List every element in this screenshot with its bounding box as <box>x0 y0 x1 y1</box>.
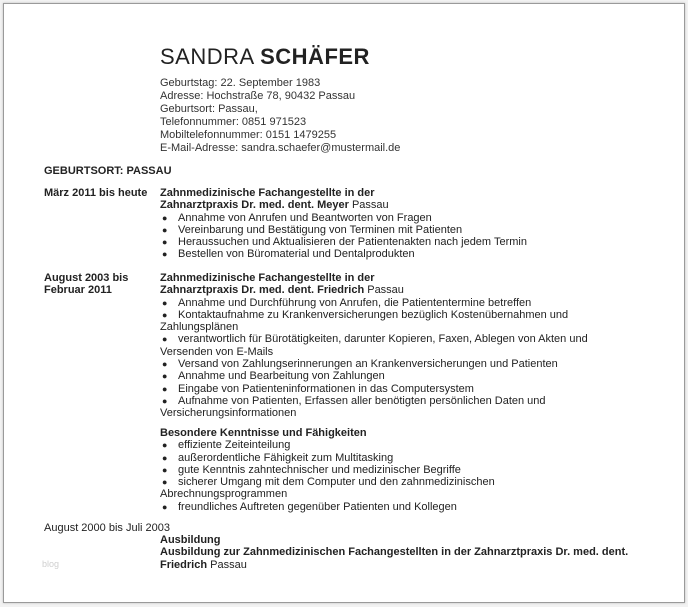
phone-line: Telefonnummer: 0851 971523 <box>160 116 307 128</box>
list-item: ● Kontaktaufnahme zu Krankenversicherungen bezüglich Kostenübernahmen und <box>160 309 630 321</box>
list-item: ● effiziente Zeiteinteilung <box>160 439 630 451</box>
list-item: ● Versand von Zahlungserinnerungen an Krankenversicherungen und Patienten <box>160 358 630 370</box>
list-item: ● Vereinbarung und Bestätigung von Terminen mit Patienten <box>160 224 630 236</box>
email-line: E-Mail-Adresse: sandra.schaefer@mustermail.de <box>160 142 401 154</box>
entry-2-date <box>44 272 128 297</box>
skills-list <box>160 439 630 513</box>
mobile-line: Mobiltelefonnummer: 0151 1479255 <box>160 129 337 141</box>
list-item-continuation <box>160 346 630 358</box>
list-item: ● Annahme von Anrufen und Beantworten von Fragen <box>160 212 630 224</box>
entry-1-duties <box>160 212 630 261</box>
list-item: ● Annahme und Durchführung von Anrufen, die Patiententermine betreffen <box>160 297 630 309</box>
contact-block <box>160 77 400 155</box>
birthday-line: Geburtstag: 22. September 1983 <box>160 77 321 89</box>
entry-2-employer: Zahnarztpraxis Dr. med. dent. Friedrich <box>160 284 365 297</box>
education-content <box>160 534 630 571</box>
entry-2-title-line1: Zahnmedizinische Fachangestellte in der <box>160 272 375 284</box>
continuation-text: Versicherungsinformationen <box>160 407 297 420</box>
skills-title: Besondere Kenntnisse und Fähigkeiten <box>160 427 367 439</box>
education-heading: Ausbildung <box>160 534 221 546</box>
list-item: ● Aufnahme von Patienten, Erfassen aller benötigten persönlichen Daten und <box>160 395 630 407</box>
address-line: Adresse: Hochstraße 78, 90432 Passau <box>160 90 356 102</box>
list-item-continuation <box>160 488 630 500</box>
watermark: blog <box>42 559 60 569</box>
entry-2-content <box>160 272 630 420</box>
education-date: August 2000 bis Juli 2003 <box>44 522 170 534</box>
list-item-continuation <box>160 321 630 333</box>
continuation-text: Zahlungsplänen <box>160 321 239 334</box>
entry-2-date-line1: August 2003 bis <box>44 272 129 284</box>
entry-2-duties <box>160 297 630 420</box>
list-item: ● freundliches Auftreten gegenüber Patienten und Kollegen <box>160 501 630 513</box>
entry-1-content <box>160 187 630 261</box>
section-title: GEBURTSORT: PASSAU <box>44 165 172 177</box>
list-item: ● Bestellen von Büromaterial und Dentalprodukten <box>160 248 630 260</box>
list-item: ● gute Kenntnis zahntechnischer und medizinischer Begriffe <box>160 464 630 476</box>
list-item: ● Eingabe von Patienteninformationen in das Computersystem <box>160 383 630 395</box>
last-name: SCHÄFER <box>260 44 370 69</box>
list-item: ● Annahme und Bearbeitung von Zahlungen <box>160 370 630 382</box>
education-line1: Ausbildung zur Zahnmedizinischen Fachangestellten in der Zahnarztpraxis Dr. med. dent. <box>160 546 629 559</box>
list-item: ● außerordentliche Fähigkeit zum Multitasking <box>160 452 630 464</box>
entry-2-date-line2: Februar 2011 <box>44 284 112 297</box>
continuation-text: Abrechnungsprogrammen <box>160 488 288 501</box>
first-name: SANDRA <box>160 44 254 69</box>
candidate-name <box>160 44 370 70</box>
education-place: Passau <box>207 558 247 571</box>
skills-section <box>160 427 630 513</box>
entry-1-place: Passau <box>348 199 389 212</box>
entry-1-title-line1: Zahnmedizinische Fachangestellte in der <box>160 187 375 199</box>
list-item: ● Heraussuchen und Aktualisieren der Patientenakten nach jedem Termin <box>160 236 630 248</box>
education-employer: Friedrich <box>160 558 208 571</box>
entry-1-date: März 2011 bis heute <box>44 187 148 199</box>
resume-page <box>4 4 684 602</box>
list-item-continuation <box>160 407 630 419</box>
document-frame <box>3 3 685 603</box>
entry-2-place: Passau <box>364 284 404 297</box>
entry-1-employer: Zahnarztpraxis Dr. med. dent. Meyer <box>160 199 349 212</box>
list-item: ● sicherer Umgang mit dem Computer und den zahnmedizinischen <box>160 476 630 488</box>
continuation-text: Versenden von E-Mails <box>160 345 274 358</box>
birthplace-line: Geburtsort: Passau, <box>160 103 258 115</box>
list-item: ● verantwortlich für Bürotätigkeiten, darunter Kopieren, Faxen, Ablegen von Akten und <box>160 333 630 345</box>
